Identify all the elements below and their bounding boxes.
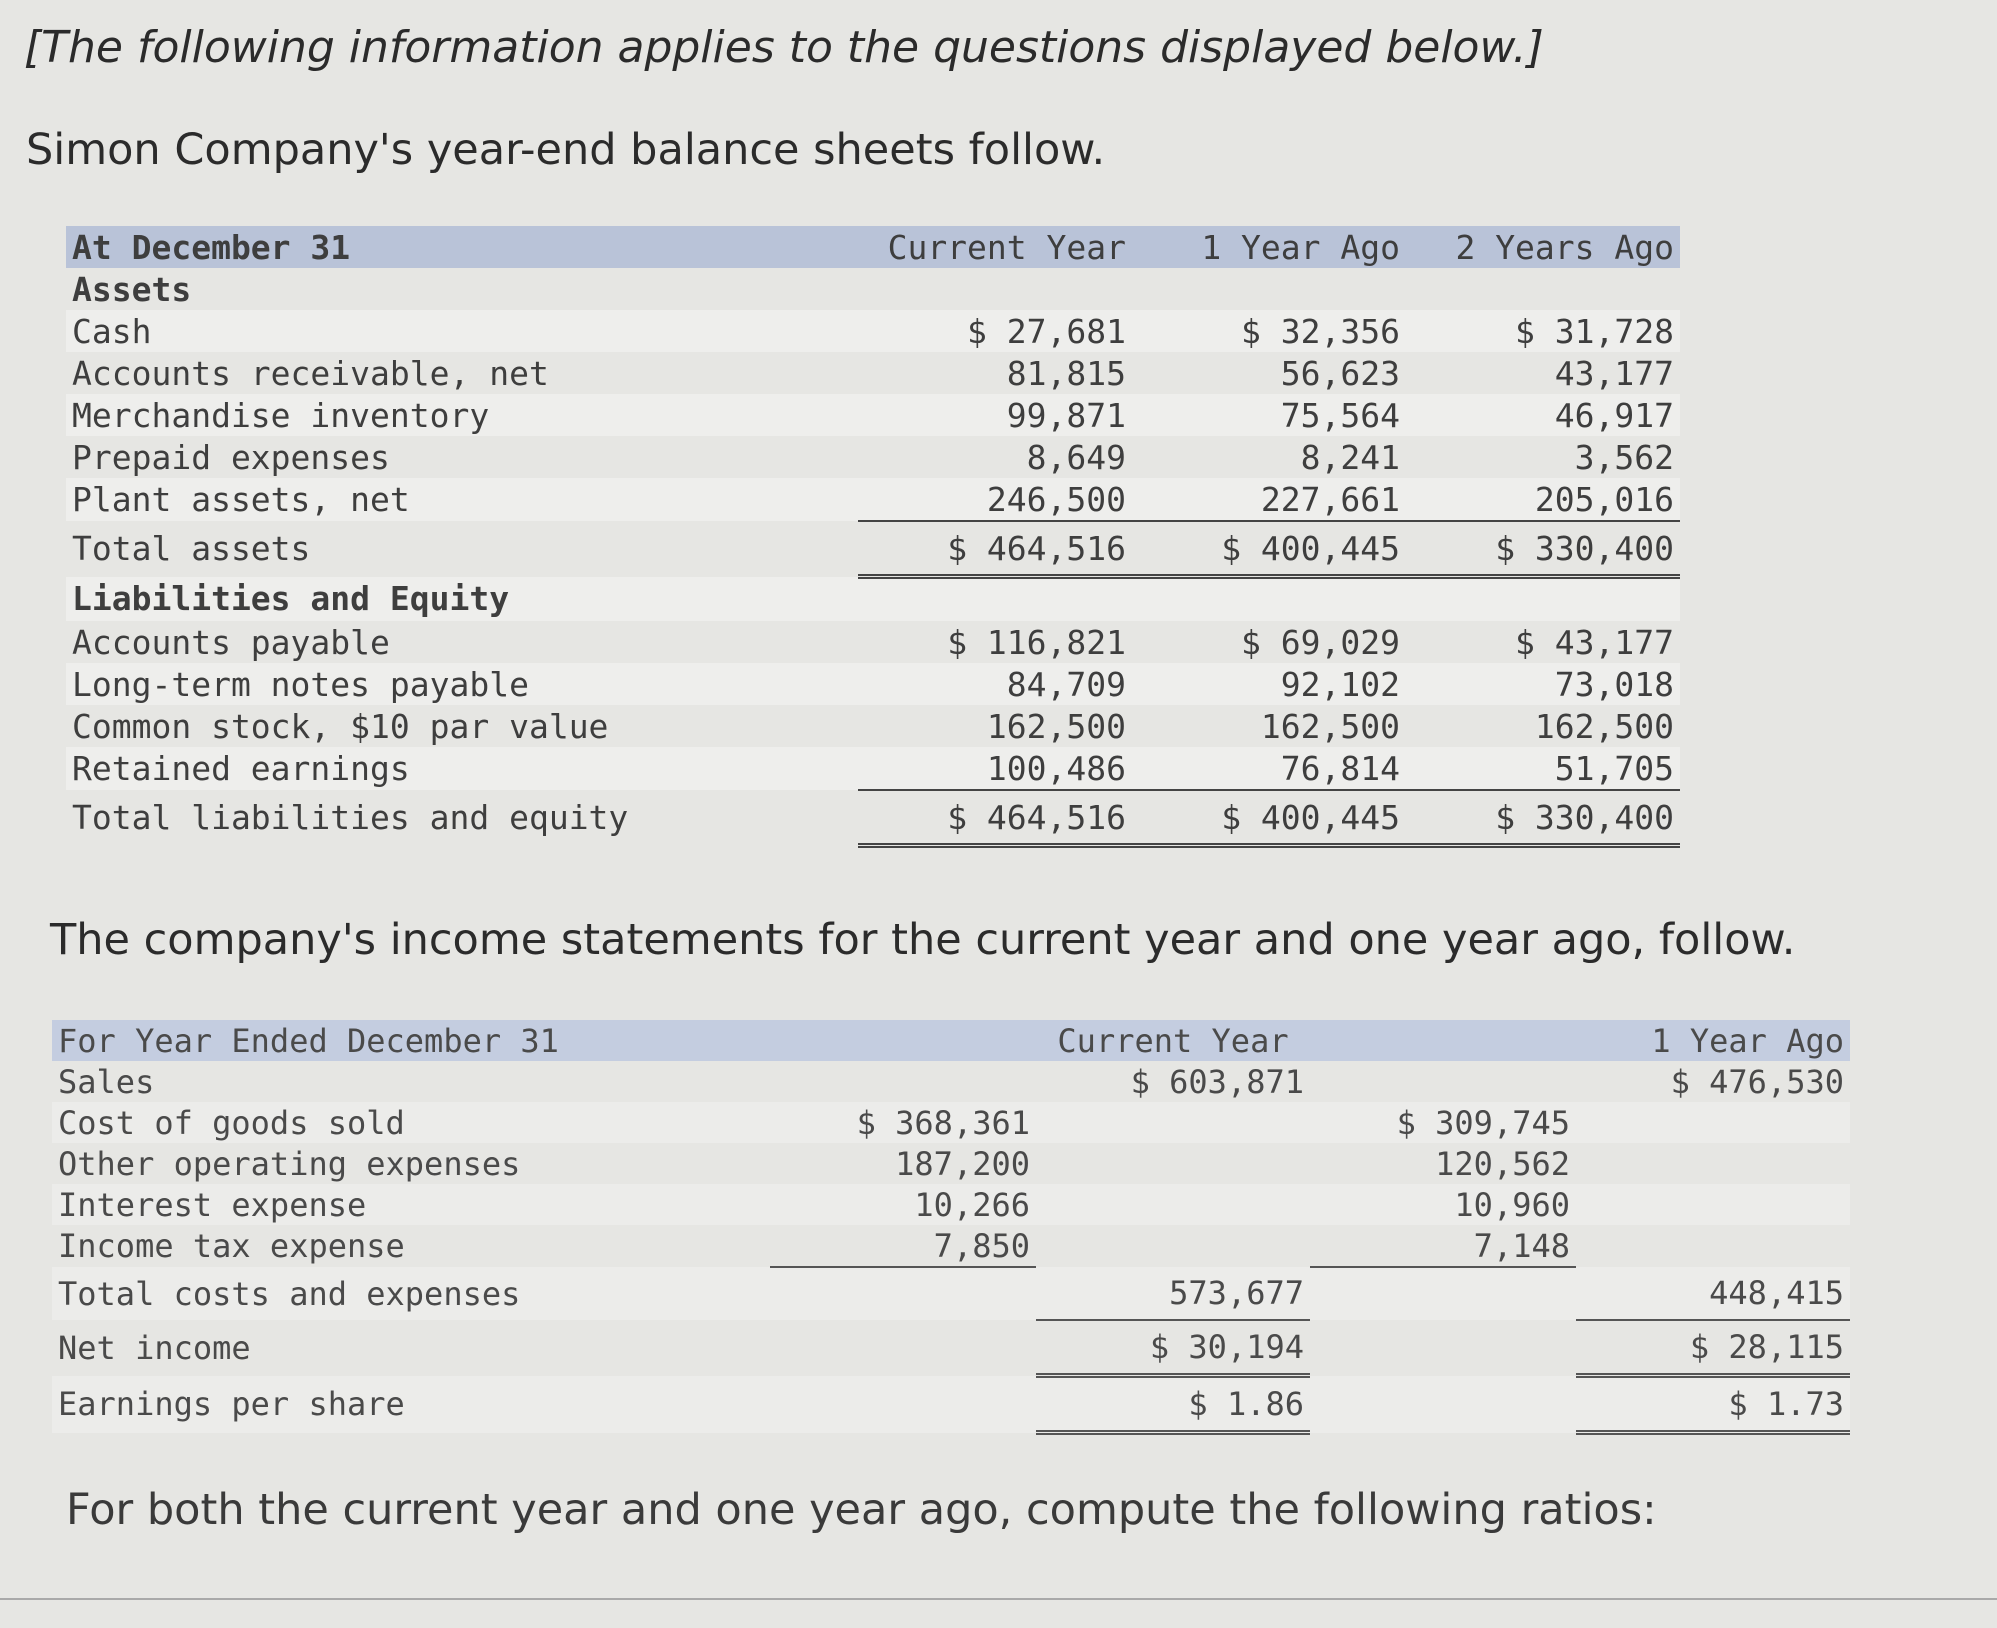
row-value: 7,148 bbox=[1310, 1225, 1576, 1267]
row-value: $ 32,356 bbox=[1132, 310, 1406, 352]
row-value: 162,500 bbox=[986, 706, 1126, 746]
income-statement-intro: The company's income statements for the current year and one year ago, follow. bbox=[50, 915, 1796, 965]
liabilities-heading-row bbox=[66, 577, 1680, 622]
row-value: 75,564 bbox=[1132, 394, 1406, 436]
row-value: $ 27,681 bbox=[858, 310, 1132, 352]
row-label: Long-term notes payable bbox=[66, 663, 858, 705]
eps-current: $ 1.86 bbox=[1036, 1376, 1310, 1433]
sales-row bbox=[52, 1061, 1850, 1102]
row-value: 162,500 bbox=[1534, 706, 1674, 746]
total-assets-label: Total assets bbox=[72, 529, 311, 569]
row-value: 205,016 bbox=[1406, 478, 1680, 521]
sales-current: $ 603,871 bbox=[1130, 1062, 1304, 1101]
table-row bbox=[66, 478, 1680, 521]
header-2-years-ago: 2 Years Ago bbox=[1406, 226, 1680, 268]
row-label: Net income bbox=[58, 1328, 251, 1367]
table-row bbox=[66, 352, 1680, 394]
is-header-label: For Year Ended December 31 bbox=[52, 1020, 770, 1061]
header-label: At December 31 bbox=[66, 226, 858, 268]
total-liabilities-value: $ 400,445 bbox=[1132, 790, 1406, 846]
total-assets-value: $ 330,400 bbox=[1406, 521, 1680, 577]
total-assets-row bbox=[66, 521, 1680, 577]
row-label: Interest expense bbox=[52, 1184, 770, 1225]
header-1-year-ago: 1 Year Ago bbox=[1132, 226, 1406, 268]
row-value: 8,649 bbox=[1026, 437, 1126, 477]
table-row bbox=[66, 621, 1680, 663]
row-value: 51,705 bbox=[1406, 747, 1680, 790]
row-label: Accounts receivable, net bbox=[72, 353, 549, 393]
row-value: 73,018 bbox=[1406, 663, 1680, 705]
assets-heading-row bbox=[66, 268, 1680, 310]
row-label: Cost of goods sold bbox=[52, 1102, 770, 1143]
sales-prior: $ 476,530 bbox=[1670, 1062, 1844, 1101]
row-label: Earnings per share bbox=[52, 1376, 770, 1433]
table-row bbox=[66, 747, 1680, 790]
income-statement-table bbox=[52, 1020, 1850, 1435]
row-value: 81,815 bbox=[1006, 353, 1126, 393]
row-value: 76,814 bbox=[1132, 747, 1406, 790]
row-value: 187,200 bbox=[895, 1144, 1030, 1183]
net-income-prior: $ 28,115 bbox=[1576, 1320, 1850, 1376]
row-value: 8,241 bbox=[1300, 437, 1400, 477]
total-costs-row bbox=[52, 1267, 1850, 1320]
assets-heading: Assets bbox=[72, 269, 192, 309]
net-income-row bbox=[52, 1320, 1850, 1376]
row-label: Other operating expenses bbox=[58, 1144, 521, 1183]
row-value: $ 116,821 bbox=[947, 622, 1126, 662]
row-value: 100,486 bbox=[858, 747, 1132, 790]
liabilities-heading: Liabilities and Equity bbox=[66, 577, 858, 622]
row-value: $ 43,177 bbox=[1515, 622, 1674, 662]
total-liabilities-row bbox=[66, 790, 1680, 846]
row-label: Retained earnings bbox=[66, 747, 858, 790]
row-label: Common stock, $10 par value bbox=[72, 706, 609, 746]
income-statement-header bbox=[52, 1020, 1850, 1061]
header-current-year: Current Year bbox=[858, 226, 1132, 268]
row-value: 84,709 bbox=[858, 663, 1132, 705]
total-costs-prior: 448,415 bbox=[1576, 1267, 1850, 1320]
balance-sheet-table bbox=[66, 226, 1680, 848]
row-value: 7,850 bbox=[770, 1225, 1036, 1267]
row-value: $ 31,728 bbox=[1406, 310, 1680, 352]
table-row bbox=[52, 1143, 1850, 1184]
total-liabilities-value: $ 464,516 bbox=[858, 790, 1132, 846]
table-row bbox=[66, 310, 1680, 352]
table-row bbox=[52, 1102, 1850, 1143]
row-value: $ 368,361 bbox=[770, 1102, 1036, 1143]
row-label: Cash bbox=[66, 310, 858, 352]
table-row bbox=[66, 394, 1680, 436]
total-assets-value: $ 400,445 bbox=[1132, 521, 1406, 577]
row-value: 43,177 bbox=[1554, 353, 1674, 393]
ratios-instruction: For both the current year and one year ago, compute the following ratios: bbox=[66, 1485, 1657, 1535]
eps-prior: $ 1.73 bbox=[1576, 1376, 1850, 1433]
total-liabilities-label: Total liabilities and equity bbox=[72, 798, 629, 838]
total-costs-current: 573,677 bbox=[1036, 1267, 1310, 1320]
table-row bbox=[52, 1225, 1850, 1267]
row-value: 99,871 bbox=[858, 394, 1132, 436]
row-value: $ 309,745 bbox=[1310, 1102, 1576, 1143]
row-value: 227,661 bbox=[1132, 478, 1406, 521]
row-value: 10,266 bbox=[770, 1184, 1036, 1225]
is-header-current-year: Current Year bbox=[1036, 1020, 1310, 1061]
net-income-current: $ 30,194 bbox=[1036, 1320, 1310, 1376]
balance-sheet-intro: Simon Company's year-end balance sheets follow. bbox=[26, 125, 1106, 175]
is-header-1-year-ago: 1 Year Ago bbox=[1576, 1020, 1850, 1061]
row-label: Sales bbox=[58, 1062, 155, 1101]
table-row bbox=[66, 436, 1680, 478]
intro-note: [The following information applies to the questions displayed below.] bbox=[24, 22, 1544, 73]
row-label: Accounts payable bbox=[72, 622, 390, 662]
row-label: Merchandise inventory bbox=[66, 394, 858, 436]
row-label: Income tax expense bbox=[58, 1227, 405, 1265]
row-value: 10,960 bbox=[1310, 1184, 1576, 1225]
row-label: Total costs and expenses bbox=[52, 1267, 770, 1320]
row-value: 246,500 bbox=[858, 478, 1132, 521]
row-value: $ 69,029 bbox=[1241, 622, 1400, 662]
total-liabilities-value: $ 330,400 bbox=[1406, 790, 1680, 846]
total-assets-value: $ 464,516 bbox=[858, 521, 1132, 577]
eps-row bbox=[52, 1376, 1850, 1433]
row-value: 162,500 bbox=[1260, 706, 1400, 746]
table-row bbox=[66, 705, 1680, 747]
row-label: Plant assets, net bbox=[66, 478, 858, 521]
row-value: 120,562 bbox=[1435, 1144, 1570, 1183]
row-value: 3,562 bbox=[1574, 437, 1674, 477]
table-row bbox=[52, 1184, 1850, 1225]
row-value: 56,623 bbox=[1280, 353, 1400, 393]
row-label: Prepaid expenses bbox=[72, 437, 390, 477]
row-value: 92,102 bbox=[1132, 663, 1406, 705]
row-value: 46,917 bbox=[1406, 394, 1680, 436]
table-row bbox=[66, 663, 1680, 705]
divider bbox=[0, 1598, 1997, 1600]
balance-sheet-header bbox=[66, 226, 1680, 268]
